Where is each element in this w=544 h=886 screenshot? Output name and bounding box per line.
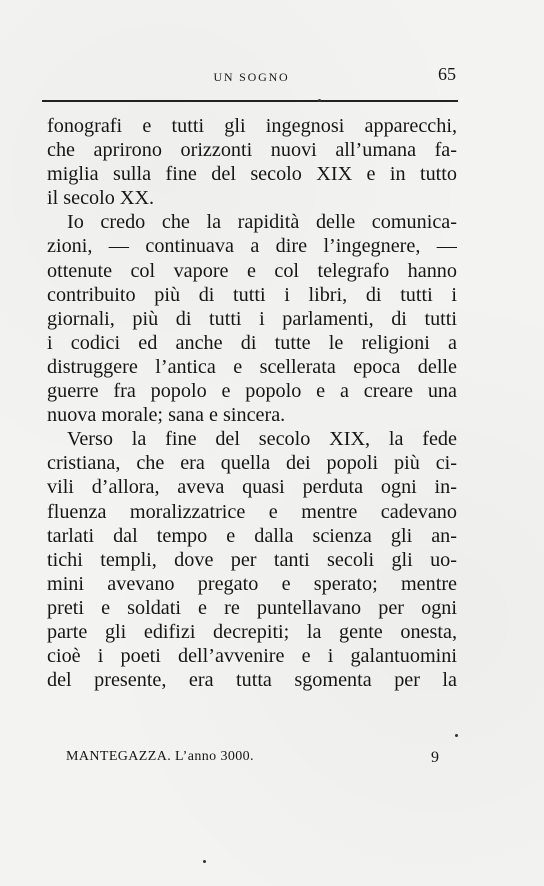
print-speck xyxy=(318,99,321,102)
text-line: fluenza moralizzatrice e mentre cadevano xyxy=(47,500,457,523)
text-line: miglia sulla fine del secolo XIX e in tutto xyxy=(47,163,457,186)
text-line: distruggere l’antica e scellerata epoca delle xyxy=(47,355,457,378)
text-line: fonografi e tutti gli ingegnosi apparecchi, xyxy=(47,115,457,137)
text-line: cristiana, che era quella dei popoli più ci- xyxy=(47,452,457,475)
text-line: nuova morale; sana e sincera. xyxy=(47,404,286,427)
text-line: mini avevano pregato e sperato; mentre xyxy=(47,572,457,595)
page-footer xyxy=(66,749,439,773)
paragraph-start-line: Io credo che la rapidità delle comunica- xyxy=(67,211,457,234)
text-line: parte gli edifizi decrepiti; la gente onesta, xyxy=(47,620,457,643)
header-rule xyxy=(42,100,458,102)
text-line: giornali, più di tutti i parlamenti, di tutti xyxy=(47,307,457,330)
text-line: del presente, era tutta sgomenta per la xyxy=(47,669,457,692)
paragraph-start-line: Verso la fine del secolo XIX, la fede xyxy=(67,428,457,451)
text-line: il secolo XX. xyxy=(47,187,155,210)
text-line: contribuito più di tutti i libri, di tutti i xyxy=(47,283,457,306)
running-title: UN SOGNO xyxy=(213,70,290,84)
text-line: zioni, — continuava a dire l’ingegnere, — xyxy=(47,235,457,258)
print-speck xyxy=(203,860,206,863)
text-line: cioè i poeti dell’avvenire e i galantuomini xyxy=(47,645,457,668)
text-line: ottenute col vapore e col telegrafo hanno xyxy=(47,259,457,282)
text-line: tarlati dal tempo e dalla scienza gli an- xyxy=(47,524,457,547)
text-line: i codici ed anche di tutte le religioni a xyxy=(47,331,457,354)
running-head xyxy=(47,64,456,88)
text-line: tichi templi, dove per tanti secoli gli uo- xyxy=(47,548,457,571)
page-number: 65 xyxy=(438,64,456,84)
text-line: guerre fra popolo e popolo e a creare una xyxy=(47,380,457,403)
signature-mark: 9 xyxy=(431,749,439,766)
print-speck xyxy=(455,734,458,737)
text-line: preti e soldati e re puntellavano per ogni xyxy=(47,596,457,619)
text-line: vili d’allora, aveva quasi perduta ogni in- xyxy=(47,476,457,499)
footer-citation: MANTEGAZZA. L’anno 3000. xyxy=(66,749,254,764)
text-line: che aprirono orizzonti nuovi all’umana fa- xyxy=(47,139,457,162)
body-text xyxy=(47,114,457,692)
